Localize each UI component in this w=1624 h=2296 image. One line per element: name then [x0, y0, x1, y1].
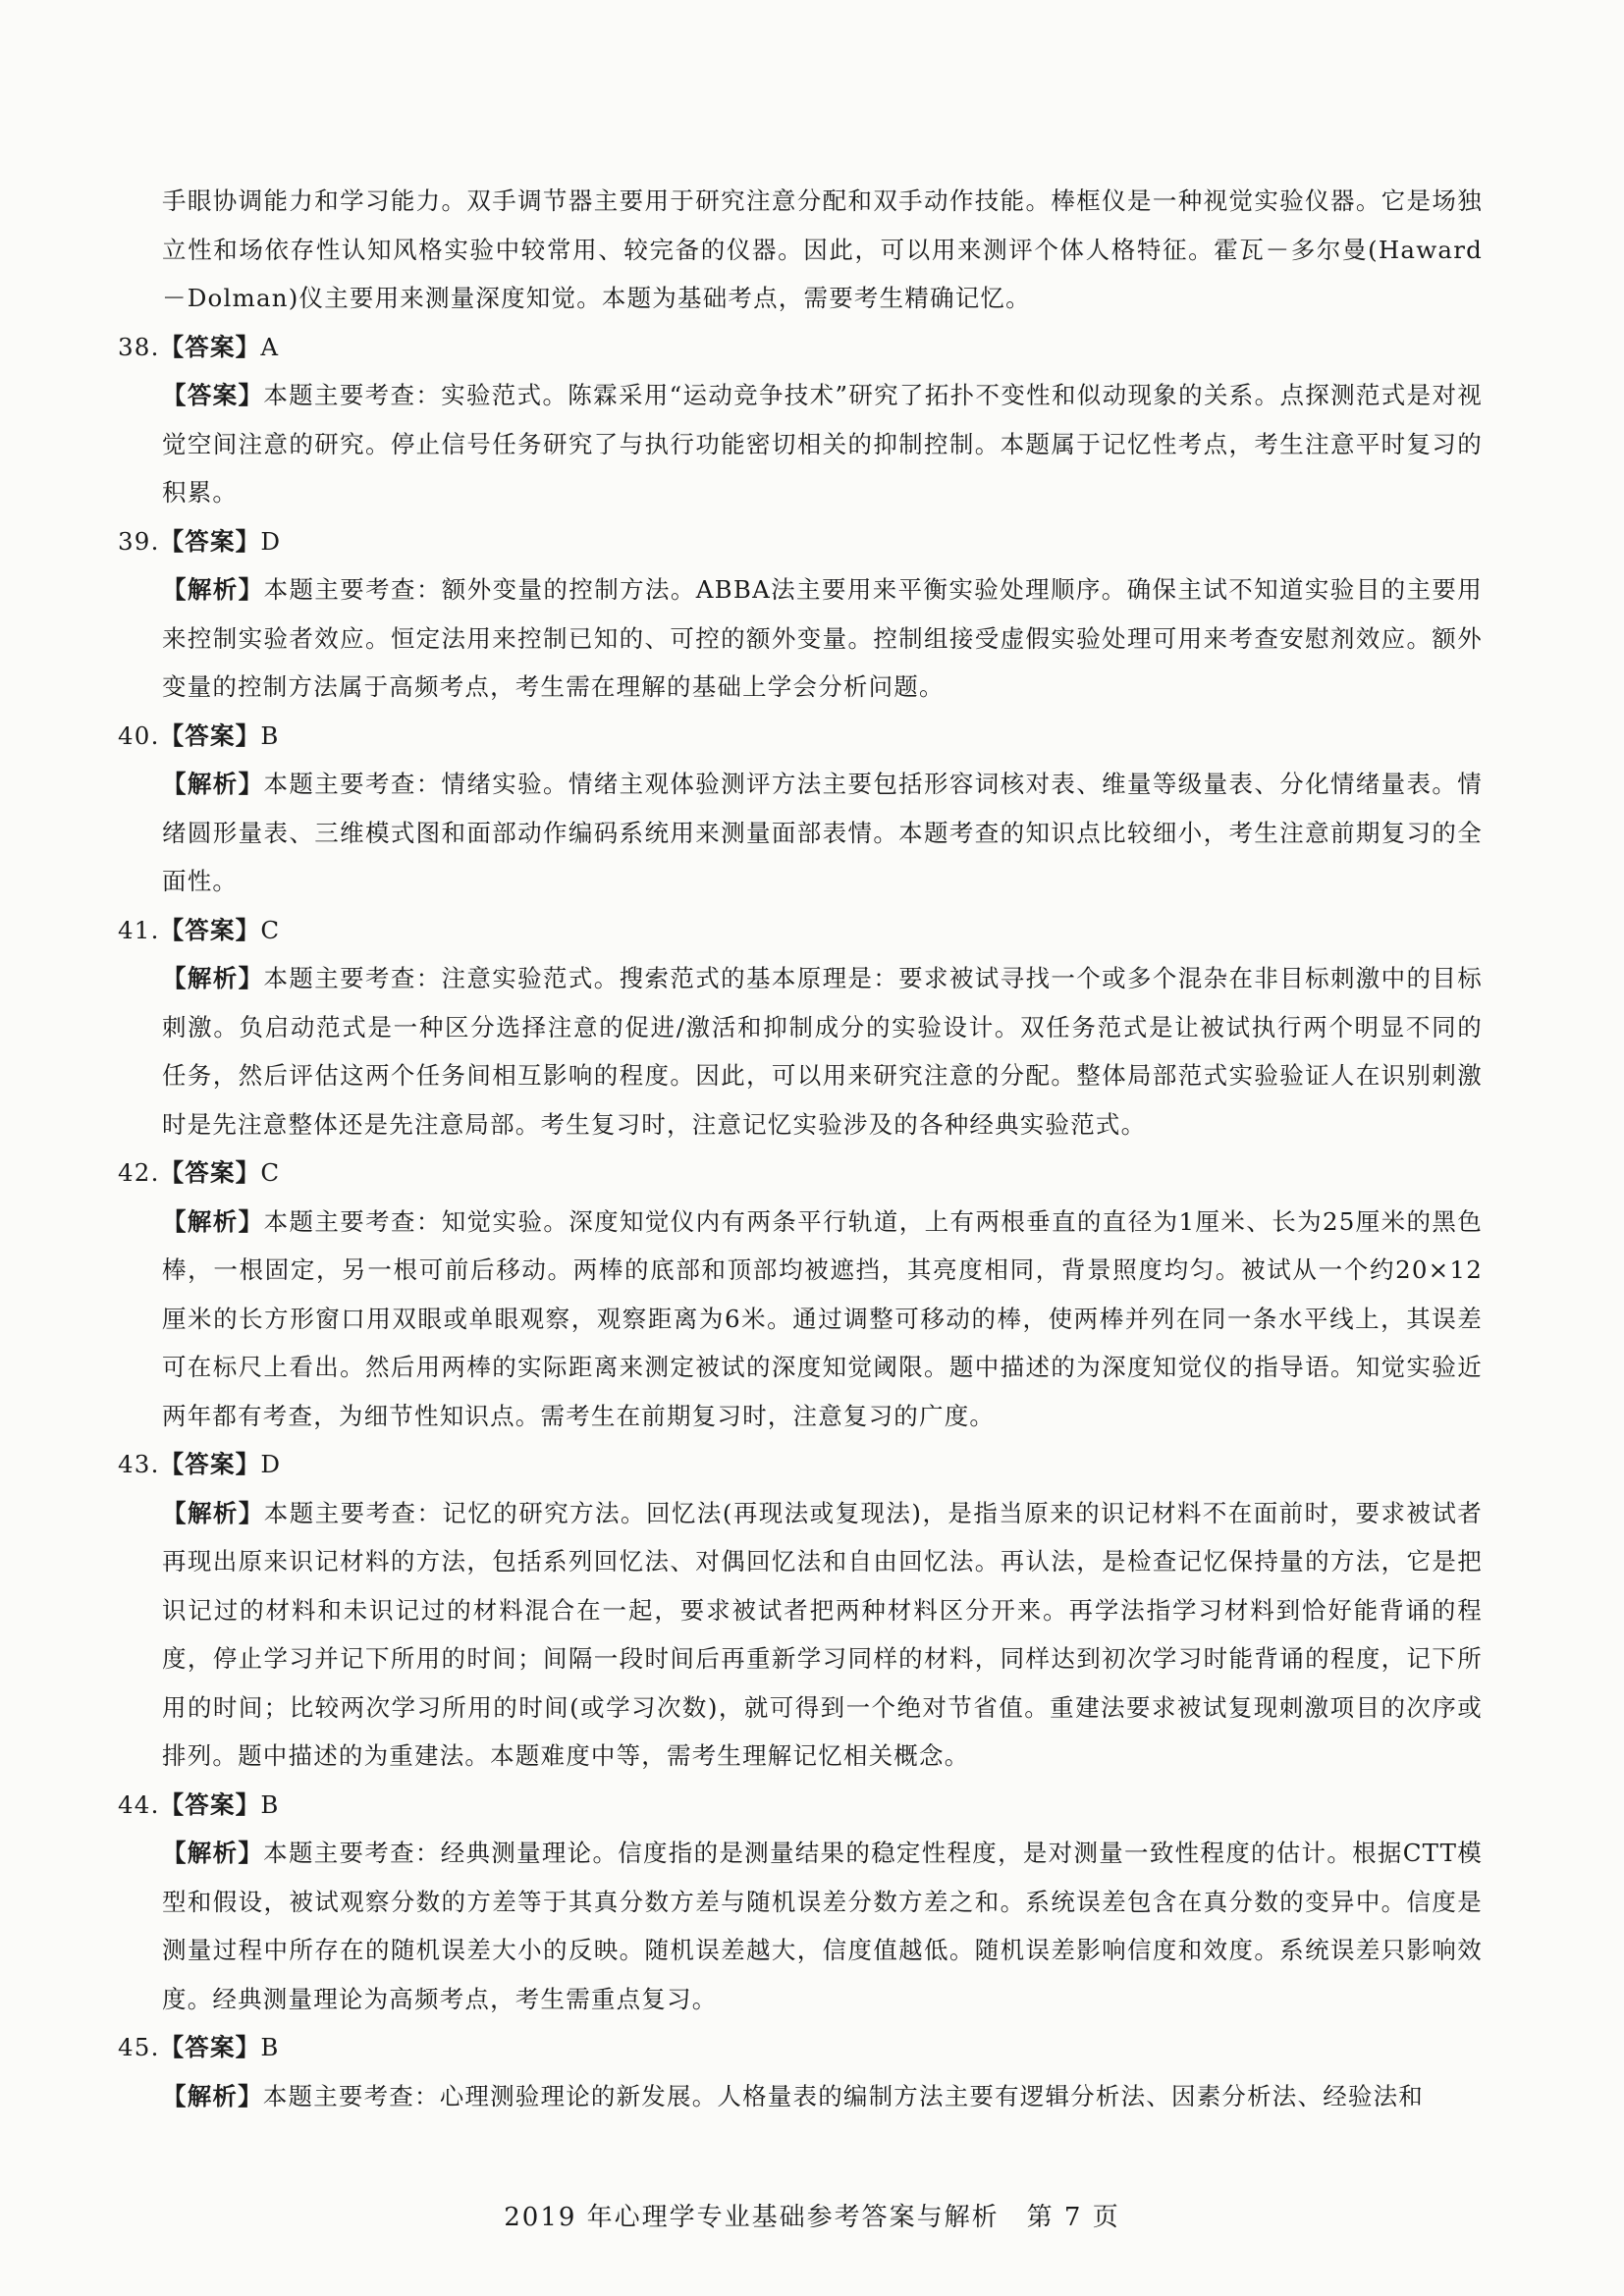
question-item — [118, 517, 1483, 712]
question-answer-line — [118, 712, 1483, 761]
explanation-paragraph — [118, 760, 1483, 906]
question-item — [118, 906, 1483, 1149]
explanation-paragraph — [118, 565, 1483, 712]
question-item — [118, 1440, 1483, 1781]
answer-letter: C — [260, 915, 281, 944]
explanation-tag: 【解析】 — [162, 1206, 264, 1236]
question-number: 42. — [118, 1158, 160, 1187]
answer-letter: D — [260, 526, 282, 556]
explanation-tag: 【解析】 — [162, 1839, 264, 1867]
question-answer-line — [118, 1440, 1483, 1489]
question-number: 43. — [118, 1450, 160, 1478]
answer-letter: B — [260, 1789, 280, 1819]
question-answer-line — [118, 1148, 1483, 1198]
answer-tag: 【答案】 — [159, 2033, 261, 2061]
explanation-paragraph — [118, 954, 1483, 1148]
question-answer-line — [118, 517, 1483, 566]
question-item — [118, 1148, 1483, 1440]
explanation-text: 本题主要考查：记忆的研究方法。回忆法(再现法或复现法)，是指当原来的识记材料不在面前时，要求被试者再现出原来识记材料的方法，包括系列回忆法、对偶回忆法和自由回忆法。再认法，是检查记忆保持量的方法，它是把识记过的材料和未识记过的材料混合在一起，要求被试者把两种材料区分开来。再学法指学习材料到恰好能背诵的程度，停止学习并记下所用的时间；间隔一段时间后再重新学习同样的材料，同样达到初次学习时能背诵的程度，记下所用的时间；比较两次学习所用的时间(或学习次数)，就可得到一个绝对节省值。重建法要求被试复现刺激项目的次序或排列。题中描述的为重建法。本题难度中等，需考生理解记忆相关概念。 — [162, 1498, 1483, 1770]
explanation-tag: 【解析】 — [162, 964, 264, 992]
explanation-text: 本题主要考查：知觉实验。深度知觉仪内有两条平行轨道，上有两根垂直的直径为1厘米、长为25厘米的黑色棒，一根固定，另一根可前后移动。两棒的底部和顶部均被遮挡，其亮度相同，背景照度均匀。被试从一个约20×12厘米的长方形窗口用双眼或单眼观察，观察距离为6米。通过调整可移动的棒，使两棒并列在同一条水平线上，其误差可在标尺上看出。然后用两棒的实际距离来测定被试的深度知觉阈限。题中描述的为深度知觉仪的指导语。知觉实验近两年都有考查，为细节性知识点。需考生在前期复习时，注意复习的广度。 — [162, 1206, 1483, 1430]
answer-letter: A — [260, 332, 280, 361]
explanation-text: 本题主要考查：额外变量的控制方法。ABBA法主要用来平衡实验处理顺序。确保主试不知道实验目的主要用来控制实验者效应。恒定法用来控制已知的、可控的额外变量。控制组接受虚假实验处理可用来考查安慰剂效应。额外变量的控制方法属于高频考点，考生需在理解的基础上学会分析问题。 — [162, 575, 1483, 701]
question-answer-line — [118, 906, 1483, 955]
explanation-text: 本题主要考查：情绪实验。情绪主观体验测评方法主要包括形容词核对表、维量等级量表、分化情绪量表。情绪圆形量表、三维模式图和面部动作编码系统用来测量面部表情。本题考查的知识点比较细小，考生注意前期复习的全面性。 — [162, 770, 1483, 895]
explanation-text: 本题主要考查：心理测验理论的新发展。人格量表的编制方法主要有逻辑分析法、因素分析法、经验法和 — [262, 2081, 1425, 2110]
explanation-paragraph — [118, 1829, 1483, 2023]
question-number: 44. — [118, 1789, 160, 1819]
explanation-text: 本题主要考查：实验范式。陈霖采用“运动竞争技术”研究了拓扑不变性和似动现象的关系。点探测范式是对视觉空间注意的研究。停止信号任务研究了与执行功能密切相关的抑制控制。本题属于记忆性考点，考生注意平时复习的积累。 — [162, 381, 1483, 507]
answer-letter: D — [260, 1450, 282, 1478]
question-item — [118, 712, 1483, 906]
question-item — [118, 323, 1483, 517]
explanation-text: 本题主要考查：注意实验范式。搜索范式的基本原理是：要求被试寻找一个或多个混杂在非目标刺激中的目标刺激。负启动范式是一种区分选择注意的促进/激活和抑制成分的实验设计。双任务范式是让被试执行两个明显不同的任务，然后评估这两个任务间相互影响的程度。因此，可以用来研究注意的分配。整体局部范式实验验证人在识别刺激时是先注意整体还是先注意局部。考生复习时，注意记忆实验涉及的各种经典实验范式。 — [162, 964, 1483, 1139]
answer-tag: 【答案】 — [159, 1450, 261, 1478]
explanation-text: 本题主要考查：经典测量理论。信度指的是测量结果的稳定性程度，是对测量一致性程度的估计。根据CTT模型和假设，被试观察分数的方差等于其真分数方差与随机误差分数方差之和。系统误差包含在真分数的变异中。信度是测量过程中所存在的随机误差大小的反映。随机误差越大，信度值越低。随机误差影响信度和效度。系统误差只影响效度。经典测量理论为高频考点，考生需重点复习。 — [162, 1839, 1483, 2013]
page-footer: 2019 年心理学专业基础参考答案与解析 第 7 页 — [504, 2203, 1120, 2232]
explanation-tag: 【答案】 — [162, 381, 264, 409]
explanation-paragraph — [118, 371, 1483, 517]
question-number: 39. — [118, 526, 160, 556]
explanation-paragraph — [118, 1198, 1483, 1441]
question-list — [118, 323, 1483, 2121]
answer-tag: 【答案】 — [159, 1789, 261, 1819]
explanation-paragraph — [118, 1489, 1483, 1781]
answer-tag: 【答案】 — [159, 1158, 261, 1187]
question-number: 41. — [118, 915, 160, 944]
question-answer-line — [118, 2023, 1483, 2072]
answer-tag: 【答案】 — [159, 915, 261, 944]
explanation-paragraph — [118, 2072, 1483, 2121]
answer-tag: 【答案】 — [159, 721, 261, 750]
answer-tag: 【答案】 — [159, 526, 261, 556]
answer-tag: 【答案】 — [159, 332, 261, 361]
answer-letter: C — [260, 1158, 281, 1187]
explanation-tag: 【解析】 — [162, 770, 264, 798]
answer-content — [118, 177, 1483, 2120]
answer-letter: B — [260, 2033, 280, 2061]
explanation-tag: 【解析】 — [162, 575, 264, 604]
answer-letter: B — [260, 721, 280, 750]
intro-paragraph: 手眼协调能力和学习能力。双手调节器主要用于研究注意分配和双手动作技能。棒框仪是一种视觉实验仪器。它是场独立性和场依存性认知风格实验中较常用、较完备的仪器。因此，可以用来测评个体人格特征。霍瓦－多尔曼(Haward－Dolman)仪主要用来测量深度知觉。本题为基础考点，需要考生精确记忆。 — [162, 187, 1483, 312]
question-item — [118, 2023, 1483, 2120]
question-answer-line — [118, 323, 1483, 372]
question-number: 38. — [118, 332, 160, 361]
question-item — [118, 1781, 1483, 2024]
question-number: 45. — [118, 2033, 160, 2061]
question-number: 40. — [118, 721, 160, 750]
question-answer-line — [118, 1781, 1483, 1830]
explanation-tag: 【解析】 — [162, 2081, 263, 2110]
explanation-tag: 【解析】 — [162, 1498, 264, 1527]
